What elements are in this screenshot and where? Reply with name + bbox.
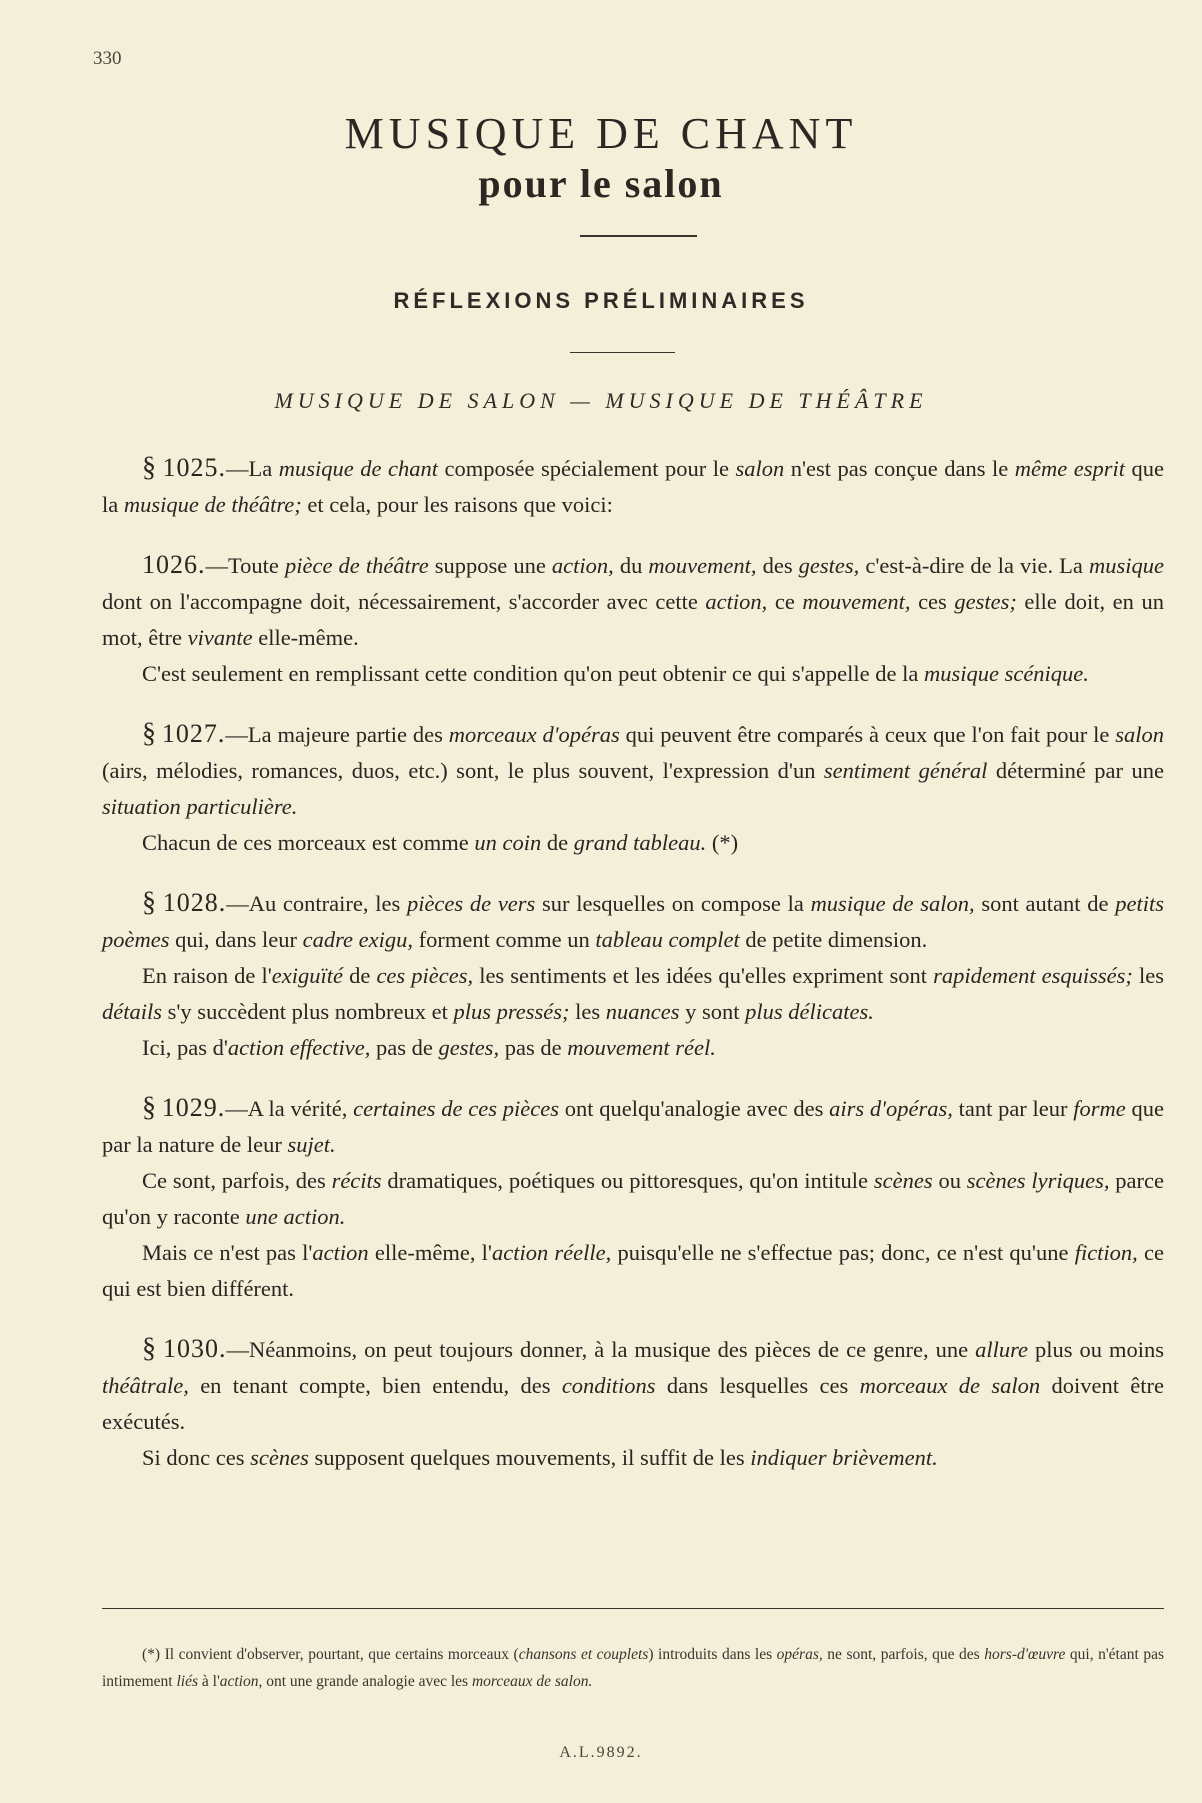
- emphasis: pièce de théâtre: [284, 553, 429, 578]
- text-run: du: [613, 553, 649, 578]
- text-run: dans lesquelles ces: [655, 1373, 860, 1398]
- text-run: —Toute: [205, 553, 285, 578]
- text-run: de: [541, 830, 574, 855]
- text-run: elle-même, l': [368, 1240, 492, 1265]
- paragraph-number: 1026.: [142, 550, 206, 579]
- text-run: pas de: [499, 1035, 568, 1060]
- footnote-divider: [102, 1608, 1164, 1609]
- paragraph-number: 1030.: [163, 1334, 227, 1363]
- footnote: [102, 1641, 1164, 1695]
- text-run: Ici, pas d': [142, 1035, 228, 1060]
- emphasis: action,: [219, 1672, 263, 1690]
- emphasis: situation particulière.: [102, 794, 298, 819]
- paragraph-1030-cont: [102, 1440, 1164, 1476]
- paragraph-1028: [102, 885, 1164, 958]
- text-run: forment comme un: [412, 927, 596, 952]
- title-divider: [580, 235, 697, 237]
- emphasis: action réelle,: [491, 1240, 612, 1265]
- text-run: Chacun de ces morceaux est comme: [142, 830, 475, 855]
- paragraph-1029-cont: [102, 1163, 1164, 1235]
- emphasis: petits poèmes: [102, 891, 1164, 952]
- text-run: —La majeure partie des: [225, 722, 449, 747]
- emphasis: plus pressés;: [453, 999, 570, 1024]
- subheading: MUSIQUE DE SALON — MUSIQUE DE THÉÂTRE: [274, 388, 928, 413]
- emphasis: gestes;: [954, 589, 1017, 614]
- emphasis: morceaux de salon: [859, 1373, 1041, 1398]
- paragraph-number: 1025.: [162, 453, 227, 482]
- text-run: plus ou moins: [1028, 1337, 1165, 1362]
- text-run: à l': [198, 1672, 220, 1690]
- text-run: les: [569, 999, 606, 1024]
- emphasis: musique scénique.: [923, 661, 1089, 686]
- text-run: déterminé par une: [987, 758, 1164, 783]
- text-run: ce qui est bien différent.: [102, 1240, 1164, 1301]
- paragraph-1025: [102, 450, 1164, 523]
- text-run: suppose une: [428, 553, 552, 578]
- text-run: sont autant de: [974, 891, 1116, 916]
- emphasis: conditions: [561, 1373, 656, 1398]
- paragraph-number: 1029.: [161, 1093, 226, 1122]
- section-mark: §: [142, 1092, 156, 1123]
- emphasis: une action.: [245, 1204, 346, 1229]
- footnote-ref: (*): [706, 830, 739, 855]
- emphasis: allure: [975, 1337, 1029, 1362]
- section-mark: §: [142, 1333, 156, 1364]
- emphasis: récits: [331, 1168, 382, 1193]
- emphasis: scènes: [873, 1168, 933, 1193]
- page-subtitle: pour le salon: [478, 161, 724, 206]
- emphasis: même esprit: [1014, 456, 1125, 481]
- emphasis: musique: [1088, 553, 1164, 578]
- text-run: qui peuvent être comparés à ceux que l'on fait pour le: [619, 722, 1116, 747]
- text-run: ces: [910, 589, 955, 614]
- text-run: En raison de l': [142, 963, 272, 988]
- emphasis: mouvement réel.: [567, 1035, 716, 1060]
- body-text: [102, 450, 1164, 1476]
- text-run: supposent quelques mouvements, il suffit de les: [308, 1445, 751, 1470]
- text-run: parce qu'on y raconte: [102, 1168, 1164, 1229]
- text-run: tant par leur: [952, 1096, 1074, 1121]
- emphasis: musique de salon,: [810, 891, 975, 916]
- text-run: de petite dimension.: [739, 927, 928, 952]
- text-run: c'est-à-dire de la vie. La: [859, 553, 1089, 578]
- emphasis: sentiment général: [823, 758, 988, 783]
- paragraph-number: 1028.: [162, 888, 227, 917]
- text-run: qui, n'étant pas intimement: [102, 1645, 1164, 1690]
- text-run: Ce sont, parfois, des: [142, 1168, 332, 1193]
- emphasis: sujet.: [287, 1132, 336, 1157]
- text-run: que par la nature de leur: [102, 1096, 1164, 1157]
- emphasis: morceaux de salon.: [471, 1672, 593, 1690]
- text-run: ont quelqu'analogie avec des: [558, 1096, 830, 1121]
- page-title: MUSIQUE DE CHANT: [344, 109, 858, 158]
- emphasis: indiquer brièvement.: [750, 1445, 938, 1470]
- emphasis: action,: [705, 589, 768, 614]
- text-run: doivent être exécutés.: [102, 1373, 1164, 1434]
- text-run: y sont: [679, 999, 746, 1024]
- section-heading: RÉFLEXIONS PRÉLIMINAIRES: [393, 288, 809, 313]
- emphasis: musique de chant: [278, 456, 439, 481]
- emphasis: hors-d'œuvre: [984, 1645, 1066, 1663]
- text-run: ont une grande analogie avec les: [262, 1672, 472, 1690]
- text-run: dont on l'accompagne doit, nécessairement, s'accorder avec cette: [102, 589, 706, 614]
- text-run: qui, dans leur: [169, 927, 303, 952]
- text-run: Mais ce n'est pas l': [142, 1240, 313, 1265]
- text-run: —A la vérité,: [225, 1096, 354, 1121]
- text-run: les sentiments et les idées qu'elles expriment sont: [473, 963, 934, 988]
- emphasis: ces pièces,: [376, 963, 474, 988]
- text-run: composée spécialement pour le: [438, 456, 736, 481]
- emphasis: mouvement,: [802, 589, 911, 614]
- emphasis: théâtrale,: [102, 1373, 189, 1398]
- text-run: sur lesquelles on compose la: [535, 891, 811, 916]
- text-run: ne sont, parfois, que des: [822, 1645, 985, 1663]
- text-run: dramatiques, poétiques ou pittoresques, qu'on intitule: [381, 1168, 874, 1193]
- paragraph-1027: [102, 716, 1164, 825]
- emphasis: salon: [735, 456, 785, 481]
- emphasis: tableau complet: [595, 927, 740, 952]
- emphasis: un coin: [474, 830, 542, 855]
- text-run: en tenant compte, bien entendu, des: [188, 1373, 562, 1398]
- text-run: des: [756, 553, 799, 578]
- paragraph-1030: [102, 1331, 1164, 1440]
- emphasis: action: [312, 1240, 369, 1265]
- text-run: —La: [226, 456, 279, 481]
- emphasis: opéras,: [776, 1645, 823, 1663]
- emphasis: exiguïté: [271, 963, 344, 988]
- section-mark: §: [142, 718, 156, 749]
- section-mark: §: [142, 887, 156, 918]
- paragraph-1026: [102, 547, 1164, 656]
- text-run: et cela, pour les raisons que voici:: [301, 492, 613, 517]
- text-run: pas de: [370, 1035, 439, 1060]
- emphasis: pièces de vers: [406, 891, 536, 916]
- emphasis: cadre exigu,: [302, 927, 413, 952]
- emphasis: morceaux d'opéras: [448, 722, 620, 747]
- emphasis: action effective,: [227, 1035, 371, 1060]
- text-run: s'y succèdent plus nombreux et: [162, 999, 454, 1024]
- text-run: puisqu'elle ne s'effectue pas; donc, ce n'est qu'une: [611, 1240, 1075, 1265]
- emphasis: musique de théâtre;: [123, 492, 302, 517]
- emphasis: scènes lyriques,: [966, 1168, 1110, 1193]
- paragraph-1026-cont: [102, 656, 1164, 692]
- emphasis: plus délicates.: [745, 999, 874, 1024]
- emphasis: scènes: [250, 1445, 309, 1470]
- paragraph-1027-cont: [102, 825, 1164, 861]
- emphasis: chansons et couplets: [518, 1645, 649, 1663]
- text-run: —Au contraire, les: [226, 891, 407, 916]
- emphasis: gestes,: [438, 1035, 500, 1060]
- emphasis: rapidement esquissés;: [933, 963, 1133, 988]
- section-divider: [570, 352, 675, 353]
- text-run: (airs, mélodies, romances, duos, etc.) sont, le plus souvent, l'expression d'un: [102, 758, 824, 783]
- emphasis: action,: [551, 553, 614, 578]
- paragraph-1029-cont2: [102, 1235, 1164, 1307]
- emphasis: salon: [1115, 722, 1164, 747]
- text-run: (*) Il convient d'observer, pourtant, que certains morceaux (: [142, 1645, 519, 1663]
- emphasis: mouvement,: [648, 553, 757, 578]
- paragraph-number: 1027.: [161, 719, 226, 748]
- text-run: les: [1132, 963, 1165, 988]
- text-run: que la: [102, 456, 1164, 517]
- catalog-number: A.L.9892.: [559, 1744, 643, 1761]
- text-run: ou: [932, 1168, 967, 1193]
- text-run: elle doit, en un mot, être: [102, 589, 1164, 650]
- emphasis: airs d'opéras,: [829, 1096, 953, 1121]
- text-run: elle-même.: [252, 625, 359, 650]
- emphasis: gestes,: [798, 553, 860, 578]
- emphasis: forme: [1073, 1096, 1126, 1121]
- emphasis: liés: [176, 1672, 199, 1690]
- paragraph-1029: [102, 1090, 1164, 1163]
- section-mark: §: [142, 452, 156, 483]
- emphasis: vivante: [187, 625, 253, 650]
- emphasis: nuances: [605, 999, 680, 1024]
- text-run: ) introduits dans les: [648, 1645, 777, 1663]
- emphasis: certaines de ces pièces: [353, 1096, 559, 1121]
- emphasis: fiction,: [1074, 1240, 1138, 1265]
- text-run: n'est pas conçue dans le: [784, 456, 1015, 481]
- emphasis: détails: [102, 999, 162, 1024]
- text-run: —Néanmoins, on peut toujours donner, à la musique des pièces de ce genre, une: [226, 1337, 976, 1362]
- text-run: de: [343, 963, 377, 988]
- text-run: ce: [767, 589, 803, 614]
- text-run: C'est seulement en remplissant cette condition qu'on peut obtenir ce qui s'appelle de la: [142, 661, 924, 686]
- paragraph-1028-cont2: [102, 1030, 1164, 1066]
- emphasis: grand tableau.: [573, 830, 707, 855]
- paragraph-1028-cont: [102, 958, 1164, 1030]
- page-number: 330: [93, 48, 122, 69]
- text-run: Si donc ces: [142, 1445, 251, 1470]
